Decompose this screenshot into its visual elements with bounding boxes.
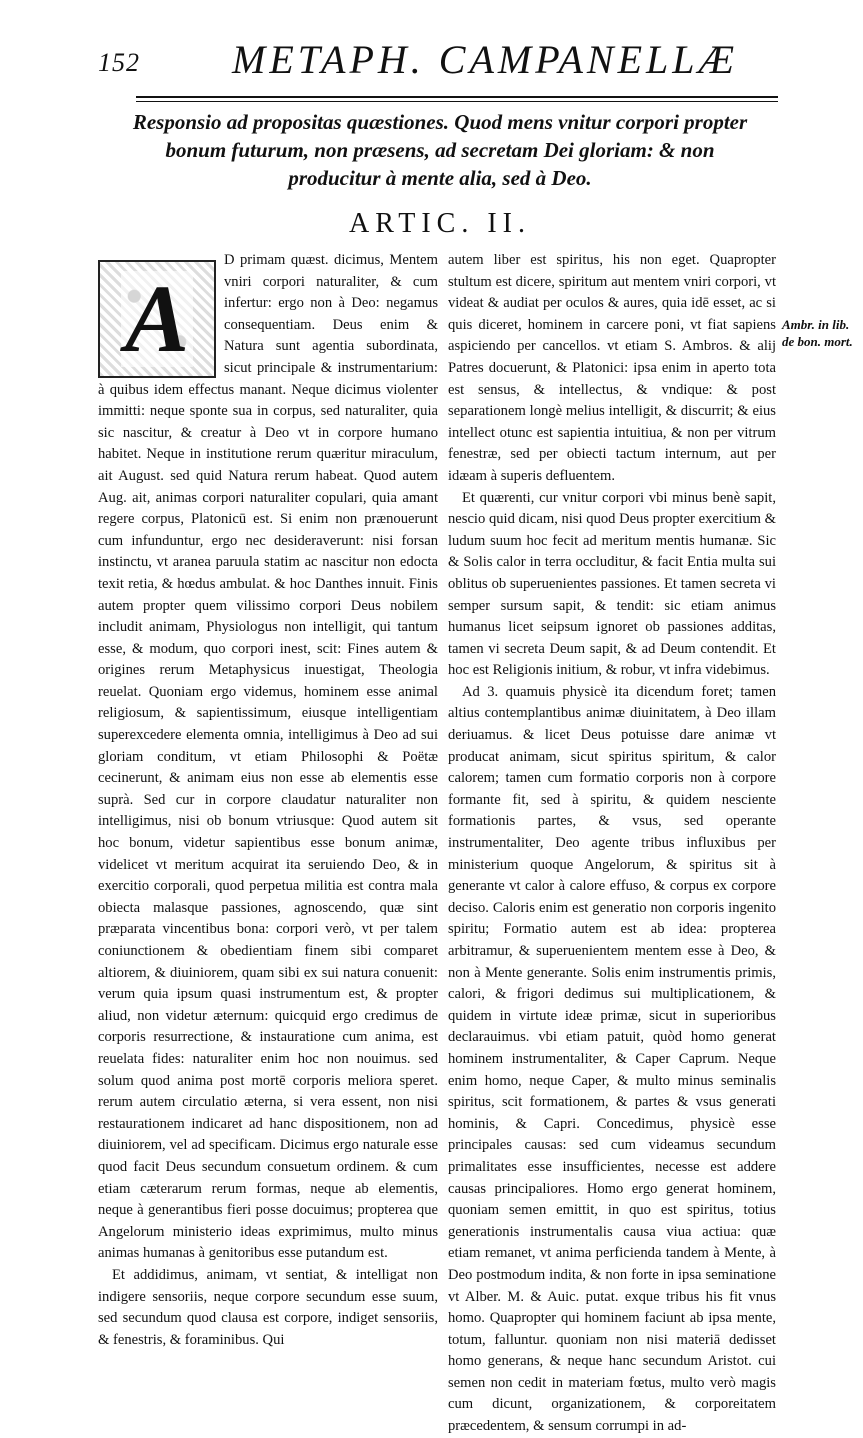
- right-column: [448, 250, 776, 1438]
- page-number: 152: [98, 48, 140, 77]
- drop-cap-ornament: [98, 260, 216, 378]
- right-paragraph: Ad 3. quamuis physicè ita dicendum foret; tamen altius contemplantibus animæ diuinitatem, à Deo illam deriuamus. & licet Deus potuisse dare animæ vt producat animam, sicut spiritus spiritum, & calor calorem; tamen cum formatio corporis non à corpore formante fit, sed à spiritu, & quidem nesciente formationis partes, & vsus, sed operante instrumentaliter, Deo agente tribus influxibus per ministerium quoque Angelorum, & spiritus sit à generante vt calor à calore effuso, & corpus ex corpore deciso. Caloris enim est generatio non corporis ingenito spiritu; Formatio autem est ab idea: propterea arbitramur, & superuenientem mentem esse à Deo, & non à Mente generante. Solis enim instrumentis primis, calori, & frigori dedimus sui multiplicationem, & quidem in virtute ideæ primæ, sicut in superioribus declarauimus. vbi etiam patuit, quòd homo generat hominem instrumentaliter, & Caper Caprum. Neque enim homo, neque Caper, & multo minus seminalis spiritus, scit formationem, & partes & vsus generati hominis, & Capri. Concedimus, physicè esse principales causas: sed cum videamus secundum primalitates esse insufficientes, necesse est addere causas principaliores. Homo ergo generat hominem, quoniam semen emittit, in quo est spiritus, totius generationis instrumentalis causa viua actiua: quæ etiam remanet, vt anima perficienda tandem à Mente, à Deo postmodum indita, & non forte in ipsa seminatione vt Alber. M. & Auic. putat. exque tribus his fit vnus homo. Quapropter qui hominem faciunt ab ipsa mente, totum, falluntur. quoniam non nisi materiā dedisset homo generans, & neque hanc secundum Aristot. cui semen non cedit in materiam fœtus, multo verò magis cum dicunt, organizationem, & corporeitatem præcedentem, & sensum corrumpi in ad-: [448, 683, 776, 1435]
- drop-cap-letter: A: [121, 271, 193, 367]
- header-rule: [136, 96, 778, 98]
- left-paragraph: Et addidimus, animam, vt sentiat, & intelligat non indigere sensoriis, neque corpore secundum esse suum, sed secundum quod clausa est corpore, indiget sensoriis, & fenestris, & foraminibus. Qui: [98, 1266, 438, 1348]
- article-heading: ARTIC. II.: [349, 208, 531, 239]
- header-rule-thin: [136, 101, 778, 102]
- right-paragraph: Et quærenti, cur vnitur corpori vbi minus benè sapit, nescio quid dicam, nisi quod Deus propter exercitium & ludum suum hoc fecit ad meritum mentis humanæ. Sic & Solis calor in terra occluditur, & facit Entia multa sui oblitus ob superuenientes passiones. Et tamen secreta vi semper sursum sapit, & tendit: sic etiam animus humanus licet seipsum ignoret ob passiones additas, tamen vi secreta Deum sapit, & ad Deum contendit. Et hoc est Religionis initium, & robur, vt infra videbimus.: [448, 489, 776, 679]
- running-head: METAPH. CAMPANELLÆ: [232, 37, 739, 82]
- margin-note: Ambr. in lib. de bon. mort.: [782, 317, 853, 349]
- article-title: Responsio ad propositas quæstiones. Quod mens vnitur corpori propter bonum futurum, non præsens, ad secretam Dei gloriam: & non producitur à mente alia, sed à Deo.: [132, 110, 748, 190]
- left-paragraph: D primam quæst. dicimus, Mentem vniri corpori naturaliter, & cum infertur: ergo non à Deo: negamus consequentiam. Deus enim & Natura sunt agentia subordinata, sicut principale & instrumentarium: à quibus idem effectus manant. Neque dicimus violenter immitti: neque sponte sua in corpus, sed naturaliter, quia sic nascitur, & creatur à Deo vt in corpore humano habitet. Neque in institutione rerum quæritur miraculum, ait August. sed quid Natura rerum habeat. Quod autem Aug. ait, animas corpori naturaliter copulari, quia amant regere corpus, Platonicū est. Si enim non prænouerunt cum infunduntur, ergo nec desideraverunt: nisi forsan instinctu, vt aranea paruula statim ac nascitur non edocta texit retia, & hœdus ambulat. & hoc Danthes innuit. Finis autem propter quem vilissimo corpori Deus nobilem includit animam, Physiologus non intelligit, qui tantum esse, & modum, quo corpori inest, scit: Fines autem & origines rerum Metaphysicus inuestigat, Theologia reuelat. Quoniam ergo videmus, hominem esse animal religiosum, & sapientissimum, eiusque intelligentiam superexcedere elementa omnia, intelligimus à Deo ad sui gloriam conditum, vt etiam Philosophi & Poëtæ cecinerunt, & animam eius non esse ab elementis esse suprà. Sed cur in corpore claudatur naturaliter non intelligimus, nisi ob bonum vtriusque: Quod autem sit hoc bonum, videtur sapientibus esse bonum animæ, videlicet vt meritum acquirat ita seruiendo Deo, & in exercitio corporali, quod perpetua militia est contra mala obiecta malasque passiones, agnoscendo, quæ sint præparata vincentibus bona: corpori verò, vt per talem coniunctionem & obedientiam finem sibi comparet altiorem, & diuiniorem, quam sibi ex sui natura conuenit: verum quia ipsum quasi instrumentum est, & propter aliud, non videtur æternum: quicquid ergo credimus de corporis resurrectione, & instauratione cum anima, est reuelata fides: naturaliter enim hoc non nouimus. sed solum quod anima post mortē corporis meliora speret. rerum autem circulatio æterna, si vera essent, non nisi restaurationem indicaret ad hanc dispositionem, non ad diuiniorem, vel ad specificam. Dicimus ergo naturale esse quod facit Deus secundum consuetum ordinem. & cum etiam cæterarum rerum formas, neque ab elementis, neque à generantibus fieri posse docuimus; propterea que Angelorum ministerio ideas exprimimus, multo minus animas humanas à genitoribus esse putandum est.: [98, 252, 438, 1262]
- left-column: [98, 250, 438, 1351]
- right-paragraph: autem liber est spiritus, his non eget. Quapropter stultum est dicere, spiritum aut mentem vniri corpori, vt videat & audiat per oculos & aures, quia idē esset, ac si quis diceret, hominem in carcere poni, vt fiat sapiens aspiciendo per cancellos. vt etiam S. Ambros. & alij Patres docuerunt, & Platonici: ipsa enim in aperto tota est sensus, & intellectus, & vndique: & post separationem longè melius intelligit, & discurrit; & eius intellect otunc est sapientia intuitiua, & non per vitrum fenestræ, sed per obiecti tactum internum, aut per idæam à superis defluentem.: [448, 252, 776, 484]
